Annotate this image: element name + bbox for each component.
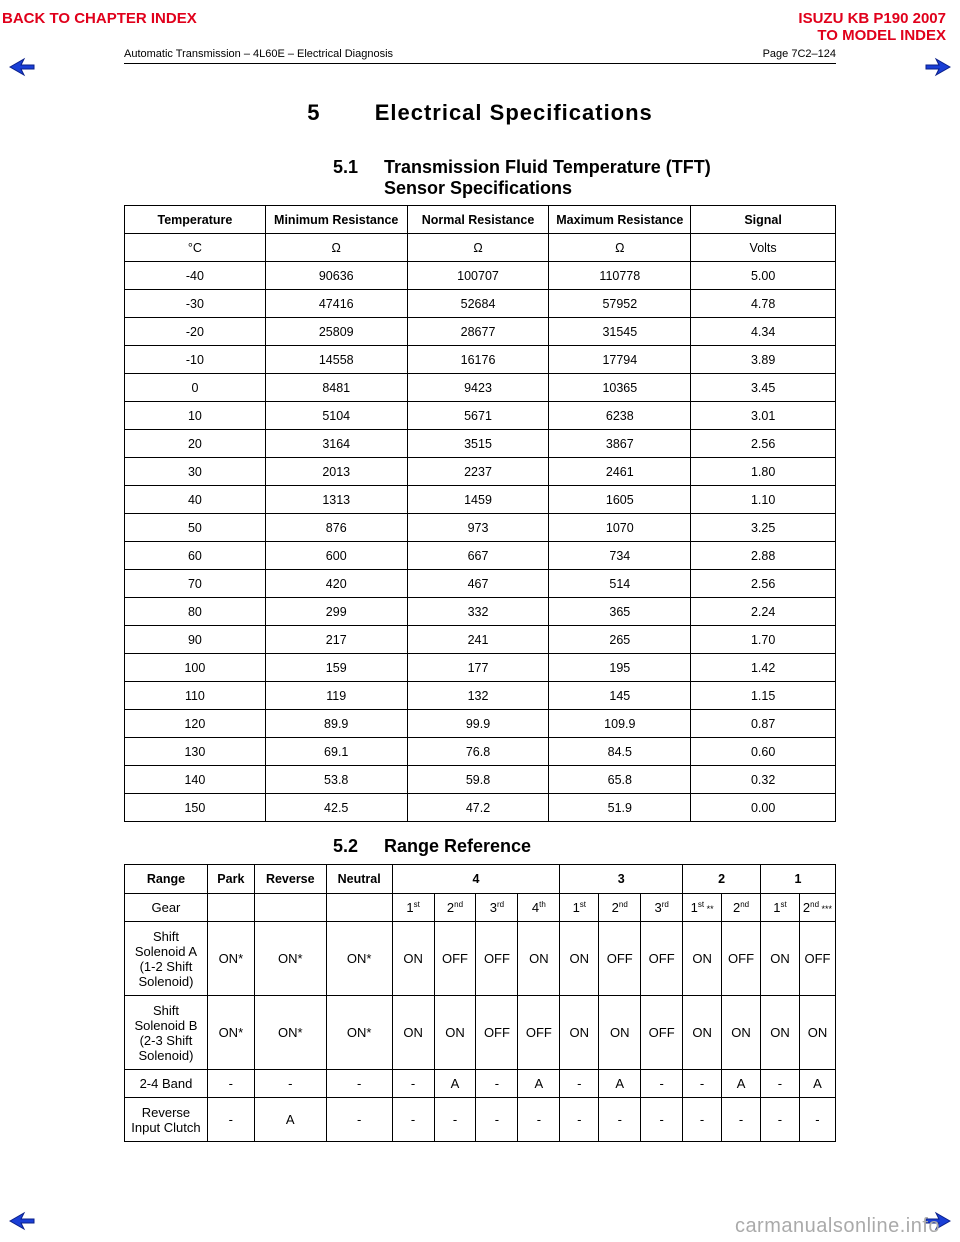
table-cell: - (476, 1070, 518, 1098)
table-cell: 31545 (549, 318, 691, 346)
row-label (125, 922, 208, 996)
table-cell: ON* (326, 922, 392, 996)
table-cell: 2.56 (691, 430, 836, 458)
range-reference-table (124, 864, 836, 1142)
row-label-line: Solenoid) (138, 973, 194, 989)
gear-ordinal: st (780, 900, 787, 909)
table-cell: 70 (125, 570, 266, 598)
range-header-row (125, 865, 836, 894)
gear-ordinal: rd (496, 900, 505, 909)
table-cell: 14558 (265, 346, 407, 374)
gear-number: 2 (732, 900, 741, 915)
row-label-line: Input Clutch (131, 1119, 201, 1135)
section-heading (0, 100, 960, 126)
table-cell: - (207, 1070, 254, 1098)
column-header: Maximum Resistance (549, 206, 691, 234)
table-cell: ON (799, 996, 835, 1070)
table-cell: 28677 (407, 318, 549, 346)
table-row (125, 766, 836, 794)
table-cell: 2237 (407, 458, 549, 486)
table-cell: - (476, 1098, 518, 1142)
subsection-5-1-number: 5.1 (333, 157, 359, 177)
model-title: ISUZU KB P190 2007 (798, 10, 946, 27)
table-cell: ON (434, 996, 476, 1070)
table-cell: 16176 (407, 346, 549, 374)
table-cell: ON (683, 922, 722, 996)
table-cell: 420 (265, 570, 407, 598)
table-cell: - (392, 1070, 434, 1098)
table-row (125, 626, 836, 654)
table-cell: 1070 (549, 514, 691, 542)
table-row (125, 794, 836, 822)
subsection-5-1-title-line2: Sensor Specifications (384, 178, 573, 198)
table-cell: - (392, 1098, 434, 1142)
row-label: Gear (125, 894, 208, 922)
table-cell: 84.5 (549, 738, 691, 766)
table-cell: 20 (125, 430, 266, 458)
table-cell: A (722, 1070, 761, 1098)
table-cell: A (254, 1098, 326, 1142)
row-label-line: (2-3 Shift (139, 1032, 193, 1048)
gear-cell (560, 894, 599, 922)
table-cell: 109.9 (549, 710, 691, 738)
table-cell: ON (722, 996, 761, 1070)
gear-ordinal: nd (454, 900, 464, 909)
row-label-line: Reverse (141, 1104, 191, 1120)
table-cell: 17794 (549, 346, 691, 374)
table-cell: ON* (254, 996, 326, 1070)
table-cell: 51.9 (549, 794, 691, 822)
table-cell: - (641, 1070, 683, 1098)
table-cell: 1605 (549, 486, 691, 514)
table-cell: OFF (641, 996, 683, 1070)
table-cell: 60 (125, 542, 266, 570)
table-cell: 5.00 (691, 262, 836, 290)
table-cell: 1.15 (691, 682, 836, 710)
table-cell: 110778 (549, 262, 691, 290)
unit-cell: °C (125, 234, 266, 262)
column-header: 4 (392, 865, 560, 894)
table-row (125, 1070, 836, 1098)
table-cell: 140 (125, 766, 266, 794)
table-cell: 110 (125, 682, 266, 710)
table-cell (326, 894, 392, 922)
table-cell: 10 (125, 402, 266, 430)
table-cell: A (599, 1070, 641, 1098)
table-cell: - (799, 1098, 835, 1142)
table-cell: OFF (518, 996, 560, 1070)
section-number: 5 (307, 100, 321, 125)
table-cell: - (761, 1070, 800, 1098)
section-title: Electrical Specifications (374, 100, 653, 125)
table-cell: 119 (265, 682, 407, 710)
table-cell: 217 (265, 626, 407, 654)
table-row (125, 346, 836, 374)
table-cell: 100 (125, 654, 266, 682)
column-header: 1 (761, 865, 836, 894)
gear-number: 1 (406, 900, 414, 915)
table-cell: 2013 (265, 458, 407, 486)
table-cell: 332 (407, 598, 549, 626)
subsection-5-2-title: Range Reference (384, 836, 532, 856)
table-cell: ON* (207, 922, 254, 996)
table-cell: A (434, 1070, 476, 1098)
gear-note-mark: *** (819, 904, 833, 914)
table-row (125, 542, 836, 570)
row-label-line: Solenoid B (134, 1017, 198, 1033)
unit-cell: Ω (407, 234, 549, 262)
table-cell: 3164 (265, 430, 407, 458)
table-cell: 177 (407, 654, 549, 682)
table-cell: 25809 (265, 318, 407, 346)
subsection-5-1-title-line1: Transmission Fluid Temperature (TFT) (384, 157, 711, 177)
table-cell: - (326, 1098, 392, 1142)
table-cell: 47416 (265, 290, 407, 318)
table-cell: ON* (207, 996, 254, 1070)
table-cell: OFF (599, 922, 641, 996)
table-row (125, 430, 836, 458)
table-cell: 76.8 (407, 738, 549, 766)
row-label-line: Solenoid A (134, 943, 198, 959)
table-cell: 1.10 (691, 486, 836, 514)
table-cell: 52684 (407, 290, 549, 318)
back-to-chapter-index-link[interactable]: BACK TO CHAPTER INDEX (2, 10, 197, 27)
next-page-arrow-icon[interactable] (924, 56, 952, 78)
table-row (125, 922, 836, 996)
table-cell: OFF (476, 996, 518, 1070)
table-cell: 90 (125, 626, 266, 654)
table-cell: 1.80 (691, 458, 836, 486)
gear-cell (434, 894, 476, 922)
tft-units-row (125, 234, 836, 262)
table-cell: 973 (407, 514, 549, 542)
header-rule (124, 63, 836, 64)
table-cell: - (326, 1070, 392, 1098)
table-cell: 90636 (265, 262, 407, 290)
column-header: Park (207, 865, 254, 894)
table-cell: 89.9 (265, 710, 407, 738)
gear-number: 2 (446, 900, 455, 915)
table-cell: 0.32 (691, 766, 836, 794)
table-cell: -40 (125, 262, 266, 290)
column-header: Range (125, 865, 208, 894)
table-cell: 130 (125, 738, 266, 766)
gear-cell (641, 894, 683, 922)
table-cell: 1459 (407, 486, 549, 514)
table-cell: 57952 (549, 290, 691, 318)
gear-cell (722, 894, 761, 922)
gear-ordinal: st (697, 900, 705, 909)
table-cell: 365 (549, 598, 691, 626)
row-label-line: Solenoid) (138, 1047, 194, 1063)
table-cell: 3.89 (691, 346, 836, 374)
column-header: Normal Resistance (407, 206, 549, 234)
unit-cell: Ω (265, 234, 407, 262)
table-cell: 600 (265, 542, 407, 570)
table-cell: ON (392, 922, 434, 996)
column-header: 3 (560, 865, 683, 894)
table-cell: 9423 (407, 374, 549, 402)
table-cell: ON* (326, 996, 392, 1070)
table-cell: 59.8 (407, 766, 549, 794)
tft-sensor-table (124, 205, 836, 822)
table-cell: 3.01 (691, 402, 836, 430)
table-row (125, 458, 836, 486)
gear-cell (683, 894, 722, 922)
table-row (125, 290, 836, 318)
table-cell: - (518, 1098, 560, 1142)
table-cell: 4.34 (691, 318, 836, 346)
gear-cell (599, 894, 641, 922)
table-cell: 2.56 (691, 570, 836, 598)
column-header: Minimum Resistance (265, 206, 407, 234)
table-row (125, 402, 836, 430)
column-header: Signal (691, 206, 836, 234)
prev-page-arrow-icon[interactable] (8, 56, 36, 78)
gear-row (125, 894, 836, 922)
model-index-block (798, 10, 946, 44)
gear-ordinal: th (539, 900, 546, 909)
gear-ordinal: rd (661, 900, 669, 909)
table-cell: OFF (476, 922, 518, 996)
table-cell: - (560, 1098, 599, 1142)
unit-cell: Ω (549, 234, 691, 262)
table-cell: 10365 (549, 374, 691, 402)
table-row (125, 486, 836, 514)
gear-number: 3 (654, 900, 662, 915)
table-cell: OFF (434, 922, 476, 996)
column-header: 2 (683, 865, 761, 894)
table-cell: - (683, 1070, 722, 1098)
row-label-line: 2-4 Band (139, 1076, 193, 1091)
table-cell: - (560, 1070, 599, 1098)
table-cell: 3515 (407, 430, 549, 458)
table-cell: 5104 (265, 402, 407, 430)
gear-note-mark: ** (704, 904, 714, 914)
table-row (125, 710, 836, 738)
table-cell: - (641, 1098, 683, 1142)
table-cell: - (434, 1098, 476, 1142)
table-row (125, 682, 836, 710)
table-cell: 145 (549, 682, 691, 710)
table-cell: -20 (125, 318, 266, 346)
table-cell: 2.88 (691, 542, 836, 570)
table-cell: 47.2 (407, 794, 549, 822)
table-cell: ON* (254, 922, 326, 996)
table-cell: OFF (722, 922, 761, 996)
table-cell: 42.5 (265, 794, 407, 822)
table-cell: A (518, 1070, 560, 1098)
gear-ordinal: st (579, 900, 587, 909)
table-cell: ON (560, 996, 599, 1070)
table-cell: 0.00 (691, 794, 836, 822)
row-label (125, 1070, 208, 1098)
table-cell: 6238 (549, 402, 691, 430)
row-label-line: Shift (152, 928, 179, 944)
table-cell: A (799, 1070, 835, 1098)
gear-ordinal: nd (618, 900, 628, 909)
row-label-line: Shift (152, 1002, 179, 1018)
table-cell: 4.78 (691, 290, 836, 318)
gear-ordinal: nd (740, 900, 750, 909)
table-cell: 299 (265, 598, 407, 626)
column-header: Reverse (254, 865, 326, 894)
gear-number: 2 (611, 900, 619, 915)
table-row (125, 570, 836, 598)
table-cell: - (683, 1098, 722, 1142)
table-cell: ON (392, 996, 434, 1070)
gear-number: 1 (690, 900, 698, 915)
table-cell: 159 (265, 654, 407, 682)
table-cell: 241 (407, 626, 549, 654)
table-row (125, 318, 836, 346)
table-cell: -10 (125, 346, 266, 374)
table-cell: 467 (407, 570, 549, 598)
subsection-5-2-number: 5.2 (333, 836, 359, 856)
table-cell: ON (683, 996, 722, 1070)
row-label (125, 1098, 208, 1142)
table-cell: 514 (549, 570, 691, 598)
watermark: carmanualsonline.info (734, 1215, 940, 1237)
gear-cell (761, 894, 800, 922)
column-header: Temperature (125, 206, 266, 234)
table-row (125, 598, 836, 626)
gear-ordinal: nd (810, 900, 820, 909)
gear-number: 1 (572, 900, 580, 915)
table-cell: 3.45 (691, 374, 836, 402)
gear-number: 4 (531, 900, 540, 915)
table-cell: 132 (407, 682, 549, 710)
table-cell: 99.9 (407, 710, 549, 738)
gear-cell (518, 894, 560, 922)
table-cell: 30 (125, 458, 266, 486)
gear-cell (392, 894, 434, 922)
table-cell: 40 (125, 486, 266, 514)
subsection-5-1-title (384, 157, 711, 199)
table-cell: 1.70 (691, 626, 836, 654)
table-cell: 1.42 (691, 654, 836, 682)
table-cell: - (722, 1098, 761, 1142)
table-cell: 65.8 (549, 766, 691, 794)
table-cell (207, 894, 254, 922)
gear-ordinal: st (413, 900, 420, 909)
table-cell: 8481 (265, 374, 407, 402)
table-cell: 2461 (549, 458, 691, 486)
unit-cell: Volts (691, 234, 836, 262)
table-cell: -30 (125, 290, 266, 318)
table-cell: 667 (407, 542, 549, 570)
table-cell: 150 (125, 794, 266, 822)
row-label-line: (1-2 Shift (139, 958, 193, 974)
gear-cell (476, 894, 518, 922)
table-cell: - (761, 1098, 800, 1142)
table-cell: 0 (125, 374, 266, 402)
table-cell: 120 (125, 710, 266, 738)
table-cell: ON (599, 996, 641, 1070)
to-model-index-link[interactable]: TO MODEL INDEX (817, 27, 946, 44)
table-cell: 0.87 (691, 710, 836, 738)
table-cell: ON (560, 922, 599, 996)
table-cell: 3867 (549, 430, 691, 458)
table-row (125, 374, 836, 402)
table-cell: OFF (641, 922, 683, 996)
table-cell: 69.1 (265, 738, 407, 766)
table-row (125, 514, 836, 542)
table-row (125, 738, 836, 766)
table-row (125, 996, 836, 1070)
table-cell: 5671 (407, 402, 549, 430)
table-cell: 195 (549, 654, 691, 682)
table-row (125, 262, 836, 290)
gear-cell (799, 894, 835, 922)
table-cell: 50 (125, 514, 266, 542)
table-cell: OFF (799, 922, 835, 996)
gear-number: 2 (802, 900, 811, 915)
table-cell: 876 (265, 514, 407, 542)
running-header-page: Page 7C2–124 (762, 48, 836, 60)
table-cell: 80 (125, 598, 266, 626)
table-cell (254, 894, 326, 922)
row-label (125, 996, 208, 1070)
table-cell: 3.25 (691, 514, 836, 542)
table-cell: 53.8 (265, 766, 407, 794)
running-header-title: Automatic Transmission – 4L60E – Electrical Diagnosis (124, 48, 394, 60)
gear-number: 1 (773, 900, 781, 915)
table-cell: - (599, 1098, 641, 1142)
table-cell: 265 (549, 626, 691, 654)
table-cell: 2.24 (691, 598, 836, 626)
table-cell: - (254, 1070, 326, 1098)
table-cell: 734 (549, 542, 691, 570)
gear-number: 3 (489, 900, 497, 915)
table-cell: 0.60 (691, 738, 836, 766)
table-cell: 100707 (407, 262, 549, 290)
table-cell: 1313 (265, 486, 407, 514)
table-row (125, 654, 836, 682)
prev-page-arrow-icon[interactable] (8, 1210, 36, 1232)
table-row (125, 1098, 836, 1142)
tft-header-row (125, 206, 836, 234)
table-cell: ON (761, 922, 800, 996)
table-cell: ON (518, 922, 560, 996)
column-header: Neutral (326, 865, 392, 894)
table-cell: - (207, 1098, 254, 1142)
table-cell: ON (761, 996, 800, 1070)
